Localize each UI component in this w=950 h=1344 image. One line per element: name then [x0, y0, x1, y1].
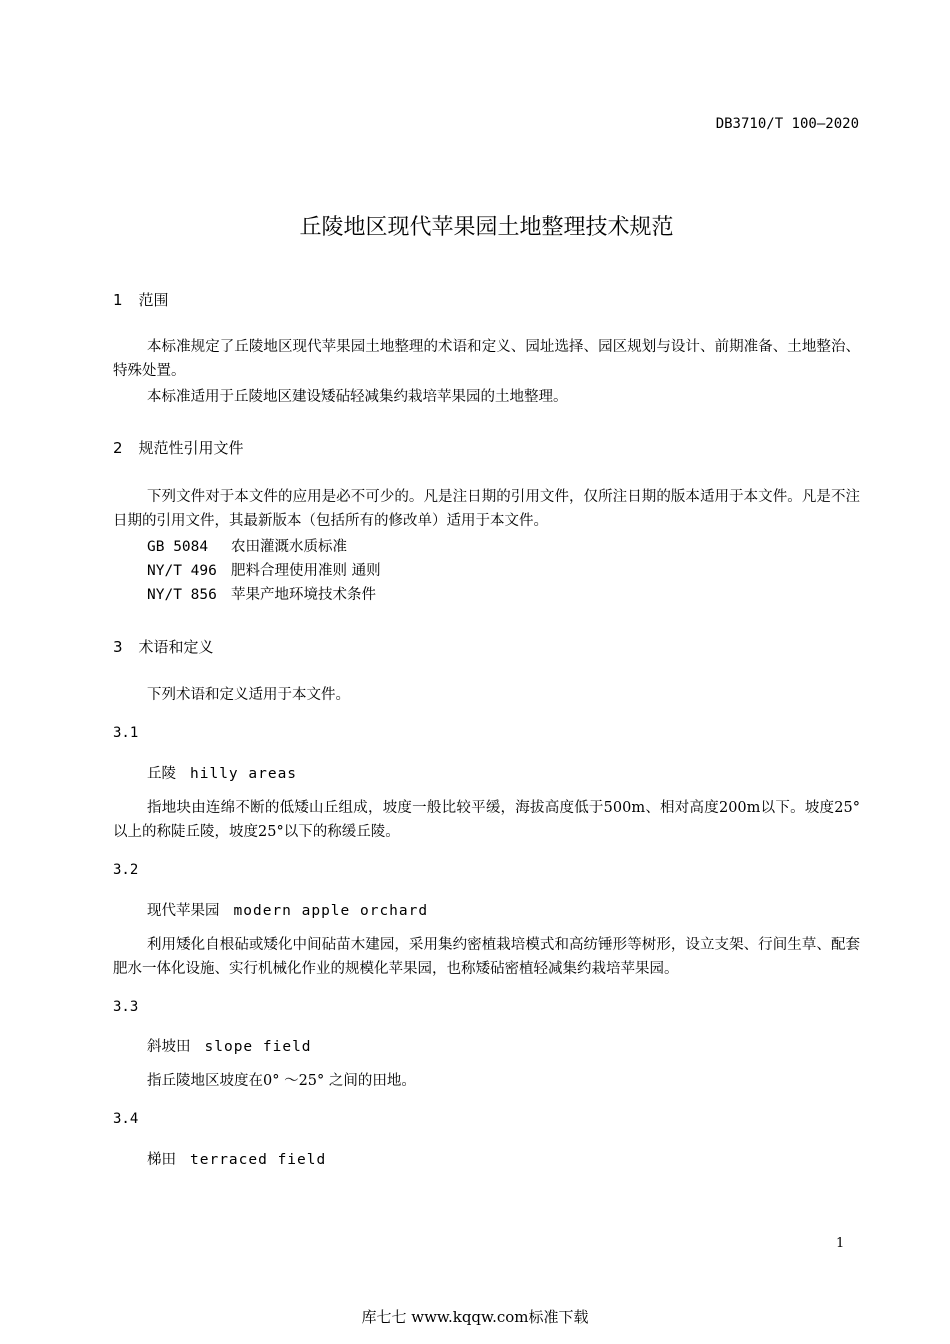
section-2-heading [113, 437, 244, 458]
term-en: hilly areas [190, 766, 298, 782]
term-number: 3.4 [113, 1111, 139, 1127]
term-zh: 现代苹果园 [147, 903, 220, 919]
term-heading [147, 1035, 312, 1056]
reference-item [147, 583, 376, 604]
term-definition: 指地块由连绵不断的低矮山丘组成，坡度一般比较平缓，海拔高度低于500m、相对高度200m以下。坡度25°以上的称陡丘陵，坡度25°以下的称缓丘陵。 [113, 800, 860, 840]
term-heading [147, 1148, 326, 1169]
term-zh: 斜坡田 [147, 1039, 191, 1055]
scope-paragraph-1: 本标准规定了丘陵地区现代苹果园土地整理的术语和定义、园址选择、园区规划与设计、前期准备、土地整治、特殊处置。 [113, 339, 860, 379]
terms-intro-paragraph: 下列术语和定义适用于本文件。 [147, 687, 350, 703]
term-en: modern apple orchard [233, 903, 429, 919]
reference-code: NY/T 856 [147, 587, 217, 603]
term-number: 3.1 [113, 725, 139, 741]
page-number: 1 [836, 1236, 845, 1251]
term-en: slope field [204, 1039, 312, 1055]
term-definition: 指丘陵地区坡度在0° ～25° 之间的田地。 [147, 1073, 416, 1089]
section-number: 1 [113, 291, 123, 309]
reference-item [147, 535, 347, 556]
section-1-heading [113, 289, 169, 310]
standard-code: DB3710/T 100—2020 [715, 116, 859, 132]
term-heading [147, 899, 428, 920]
term-number: 3.3 [113, 999, 139, 1015]
section-title: 术语和定义 [138, 638, 214, 656]
section-title: 规范性引用文件 [138, 439, 244, 457]
normative-references-paragraph: 下列文件对于本文件的应用是必不可少的。凡是注日期的引用文件，仅所注日期的版本适用于本文件。凡是不注日期的引用文件，其最新版本（包括所有的修改单）适用于本文件。 [113, 489, 860, 529]
reference-name: 肥料合理使用准则 通则 [231, 563, 381, 579]
term-en: terraced field [190, 1152, 327, 1168]
term-heading [147, 762, 297, 783]
section-3-heading [113, 636, 214, 657]
term-definition: 利用矮化自根砧或矮化中间砧苗木建园，采用集约密植栽培模式和高纺锤形等树形，设立支架、行间生草、配套肥水一体化设施、实行机械化作业的规模化苹果园，也称矮砧密植轻减集约栽培苹果园。 [113, 937, 860, 977]
term-zh: 丘陵 [147, 766, 176, 782]
section-number: 3 [113, 638, 123, 656]
document-title: 丘陵地区现代苹果园土地整理技术规范 [299, 215, 674, 240]
reference-item [147, 559, 381, 580]
scope-paragraph-2: 本标准适用于丘陵地区建设矮砧轻减集约栽培苹果园的土地整理。 [147, 389, 568, 405]
watermark-footer: 库七七 www.kqqw.com标准下载 [361, 1308, 589, 1326]
reference-name: 苹果产地环境技术条件 [231, 587, 376, 603]
section-number: 2 [113, 439, 123, 457]
term-number: 3.2 [113, 862, 139, 878]
term-zh: 梯田 [147, 1152, 176, 1168]
section-title: 范围 [138, 291, 169, 309]
reference-code: NY/T 496 [147, 563, 217, 579]
reference-code: GB 5084 [147, 539, 209, 555]
reference-name: 农田灌溉水质标准 [231, 539, 347, 555]
